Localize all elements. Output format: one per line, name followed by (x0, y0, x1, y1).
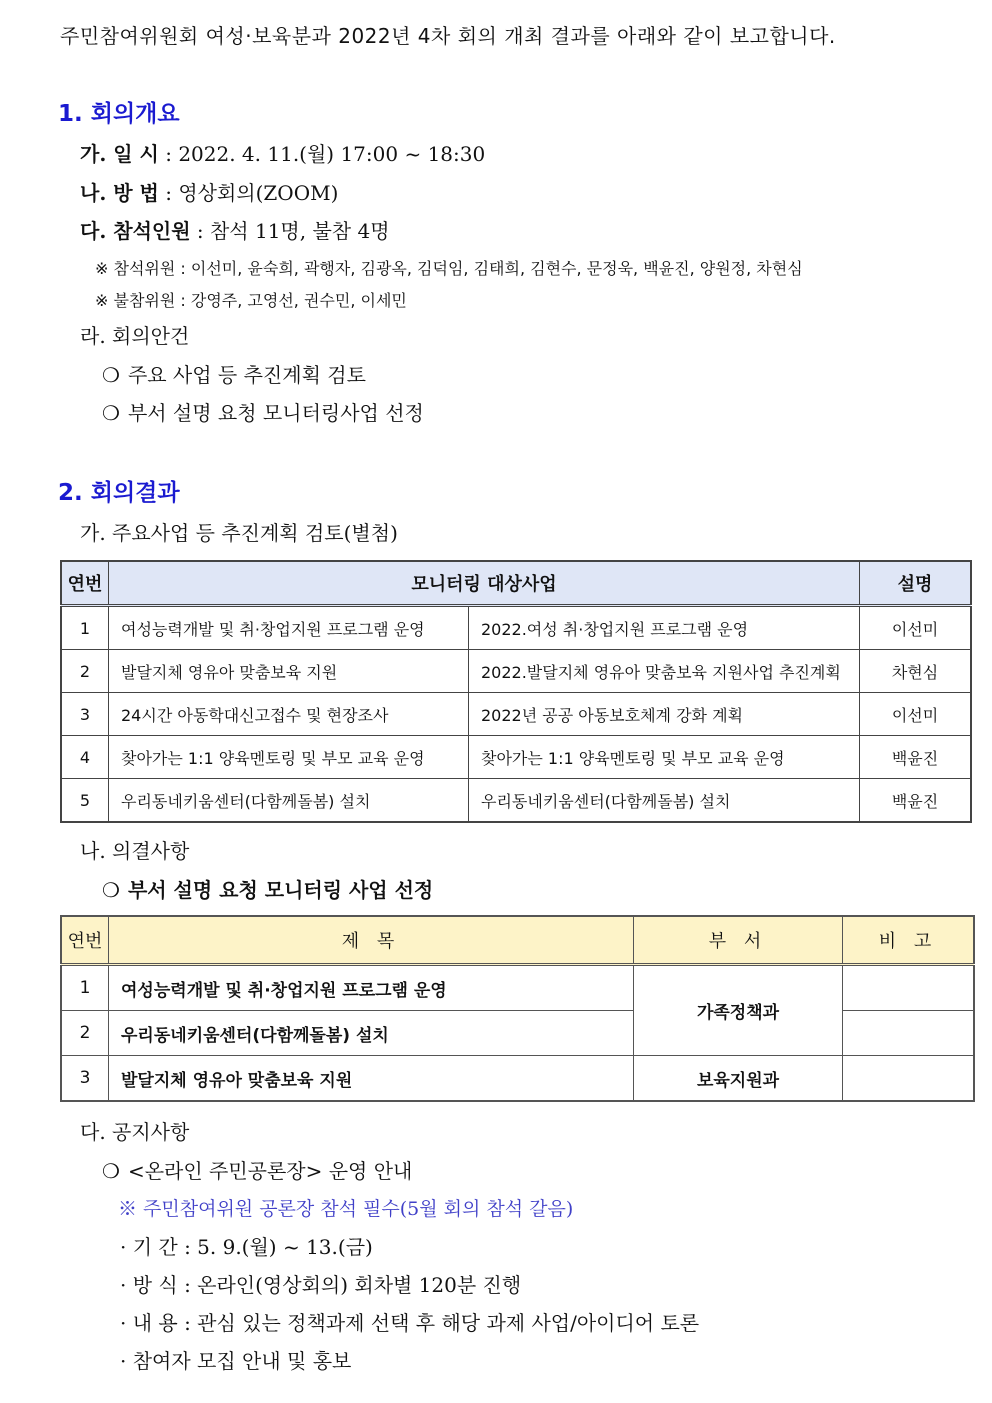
cell-no: 2 (61, 1011, 109, 1056)
cell-no: 1 (61, 606, 109, 650)
col-header-no: 연번 (61, 561, 109, 606)
table-row (61, 650, 971, 693)
col-header-note: 비 고 (843, 916, 975, 965)
label: 나. 방 법 (80, 181, 159, 205)
table-row (61, 736, 971, 779)
attendees-note: ※ 참석위원 : 이선미, 윤숙희, 곽행자, 김광옥, 김덕임, 김태희, 김현수, 문정욱, 백윤진, 양원정, 차현심 (95, 259, 803, 278)
col-header-no: 연번 (61, 916, 109, 965)
resolution-table (60, 915, 975, 1102)
circle-bullet-icon: ❍ (102, 363, 120, 387)
cell-project: 우리동네키움센터(다함께돌봄) 설치 (109, 779, 469, 823)
table-row (61, 965, 974, 1011)
cell-presenter: 이선미 (860, 606, 972, 650)
table-row (61, 606, 971, 650)
cell-plan: 2022년 공공 아동보호체계 강화 계획 (469, 693, 860, 736)
value: : 참석 11명, 불참 4명 (190, 219, 390, 243)
cell-presenter: 이선미 (860, 693, 972, 736)
table-row (61, 779, 971, 823)
cell-plan: 2022.발달지체 영유아 맞춤보육 지원사업 추진계획 (469, 650, 860, 693)
resolution-text: 부서 설명 요청 모니터링 사업 선정 (127, 878, 434, 902)
cell-presenter: 백윤진 (860, 779, 972, 823)
cell-title: 발달지체 영유아 맞춤보육 지원 (109, 1056, 634, 1102)
section2-title: 2. 회의결과 (58, 480, 180, 506)
table-row (61, 1056, 974, 1102)
subsection-b: 나. 의결사항 (80, 839, 190, 863)
resolution-item (102, 874, 433, 903)
cell-no: 1 (61, 965, 109, 1011)
notice-bullet-content: · 내 용 : 관심 있는 정책과제 선택 후 해당 과제 사업/아이디어 토론 (120, 1311, 700, 1335)
cell-note (843, 1056, 975, 1102)
circle-bullet-icon: ❍ (102, 878, 120, 902)
col-header-title: 제 목 (109, 916, 634, 965)
meeting-method (80, 177, 338, 206)
cell-project: 찾아가는 1:1 양육멘토링 및 부모 교육 운영 (109, 736, 469, 779)
notice-item (102, 1155, 412, 1184)
agenda-text: 주요 사업 등 추진계획 검토 (127, 363, 366, 387)
col-header-project: 모니터링 대상사업 (109, 561, 860, 606)
notice-text: <온라인 주민공론장> 운영 안내 (127, 1159, 413, 1183)
notice-required-note: ※ 주민참여위원 공론장 참석 필수(5월 회의 참석 갈음) (118, 1198, 574, 1220)
cell-no: 2 (61, 650, 109, 693)
notice-bullet-recruit: · 참여자 모집 안내 및 홍보 (120, 1349, 352, 1373)
monitoring-table (60, 560, 972, 823)
agenda-label: 라. 회의안건 (80, 324, 190, 348)
intro-text: 주민참여위원회 여성·보육분과 2022년 4차 회의 개최 결과를 아래와 같이 보고합니다. (60, 24, 836, 48)
cell-note (843, 965, 975, 1011)
value: : 영상회의(ZOOM) (158, 181, 339, 205)
notice-bullet-period: · 기 간 : 5. 9.(월) ~ 13.(금) (120, 1235, 373, 1259)
cell-dept: 가족정책과 (634, 965, 843, 1056)
circle-bullet-icon: ❍ (102, 1159, 120, 1183)
cell-dept: 보육지원과 (634, 1056, 843, 1102)
label: 가. 일 시 (80, 142, 159, 166)
cell-plan: 2022.여성 취·창업지원 프로그램 운영 (469, 606, 860, 650)
value: : 2022. 4. 11.(월) 17:00 ~ 18:30 (158, 142, 486, 166)
cell-no: 4 (61, 736, 109, 779)
circle-bullet-icon: ❍ (102, 401, 120, 425)
cell-no: 3 (61, 693, 109, 736)
cell-note (843, 1011, 975, 1056)
cell-no: 3 (61, 1056, 109, 1102)
notice-bullet-method: · 방 식 : 온라인(영상회의) 회차별 120분 진행 (120, 1273, 522, 1297)
attendance (80, 215, 390, 244)
subsection-a: 가. 주요사업 등 추진계획 검토(별첨) (80, 521, 398, 545)
cell-title: 우리동네키움센터(다함께돌봄) 설치 (109, 1011, 634, 1056)
cell-no: 5 (61, 779, 109, 823)
cell-project: 여성능력개발 및 취·창업지원 프로그램 운영 (109, 606, 469, 650)
agenda-text: 부서 설명 요청 모니터링사업 선정 (127, 401, 424, 425)
cell-project: 발달지체 영유아 맞춤보육 지원 (109, 650, 469, 693)
meeting-date (80, 138, 485, 167)
cell-title: 여성능력개발 및 취·창업지원 프로그램 운영 (109, 965, 634, 1011)
cell-plan: 찾아가는 1:1 양육멘토링 및 부모 교육 운영 (469, 736, 860, 779)
cell-presenter: 백윤진 (860, 736, 972, 779)
subsection-c: 다. 공지사항 (80, 1120, 190, 1144)
cell-plan: 우리동네키움센터(다함께돌봄) 설치 (469, 779, 860, 823)
absentees-note: ※ 불참위원 : 강영주, 고영선, 권수민, 이세민 (95, 291, 407, 310)
section1-title: 1. 회의개요 (58, 101, 180, 127)
cell-project: 24시간 아동학대신고접수 및 현장조사 (109, 693, 469, 736)
cell-presenter: 차현심 (860, 650, 972, 693)
agenda-item (102, 359, 366, 388)
col-header-presenter: 설명 (860, 561, 972, 606)
agenda-item (102, 397, 424, 426)
col-header-dept: 부 서 (634, 916, 843, 965)
table-row (61, 693, 971, 736)
label: 다. 참석인원 (80, 219, 191, 243)
